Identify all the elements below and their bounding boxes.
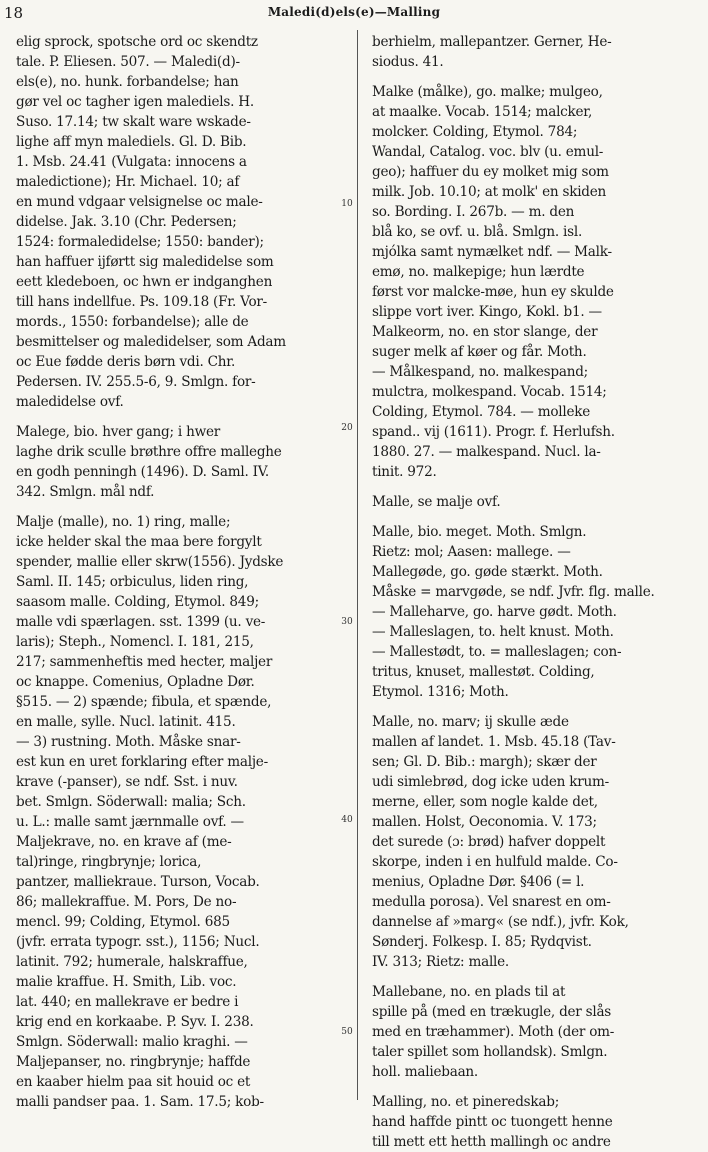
text-line: mencl. 99; Colding, Etymol. 685	[16, 914, 230, 930]
text-line: molcker. Colding, Etymol. 784;	[372, 124, 578, 140]
text-line: spender, mallie eller skrw(1556). Jydske	[16, 554, 284, 570]
column-divider	[357, 30, 358, 1100]
text-line: spille på (med en trækugle, der slås	[372, 1004, 612, 1020]
text-line: laris); Steph., Nomencl. I. 181, 215,	[16, 634, 254, 650]
text-line: en kaaber hielm paa sit houid oc et	[16, 1074, 251, 1090]
text-line: en godh penningh (1496). D. Saml. IV.	[16, 464, 269, 480]
text-line: — 3) rustning. Moth. Måske snar-	[16, 734, 241, 750]
text-line: Malje (malle), no. 1) ring, malle;	[16, 514, 231, 530]
text-line: tal)ringe, ringbrynje; lorica,	[16, 854, 202, 870]
text-line: Smlgn. Söderwall: malio kraghi. —	[16, 1034, 248, 1050]
text-line: først vor malcke-møe, hun ey skulde	[372, 284, 614, 300]
text-line: 217; sammenheftis med hecter, maljer	[16, 654, 273, 670]
text-line: Malle, bio. meget. Moth. Smlgn.	[372, 524, 587, 540]
text-line: berhielm, mallepantzer. Gerner, He-	[372, 34, 612, 50]
text-line: siodus. 41.	[372, 54, 444, 70]
text-line: malle vdi spærlagen. sst. 1399 (u. ve-	[16, 614, 266, 630]
text-line: mjólka samt nymælket ndf. — Malk-	[372, 244, 612, 260]
text-line: Malle, no. marv; ij skulle æde	[372, 714, 569, 730]
text-line: Saml. II. 145; orbiculus, liden ring,	[16, 574, 249, 590]
page-header	[0, 4, 708, 24]
text-line: menius, Opladne Dør. §406 (= l.	[372, 874, 585, 890]
text-line: IV. 313; Rietz: malle.	[372, 954, 510, 970]
text-line: krave (-panser), se ndf. Sst. i nuv.	[16, 774, 238, 790]
text-line: med en træhammer). Moth (der om-	[372, 1024, 615, 1040]
text-line: tale. P. Eliesen. 507. — Maledi(d)-	[16, 54, 240, 70]
text-line: krig end en korkaabe. P. Syv. I. 238.	[16, 1014, 254, 1030]
text-line: — Mallestødt, to. = malleslagen; con-	[372, 644, 622, 660]
text-line: (jvfr. errata typogr. sst.), 1156; Nucl.	[16, 934, 260, 950]
text-line: lat. 440; en mallekrave er bedre i	[16, 994, 239, 1010]
text-line: gør vel oc tagher igen malediels. H.	[16, 94, 254, 110]
text-line: Wandal, Catalog. voc. blv (u. emul-	[372, 144, 604, 160]
text-line: malli pandser paa. 1. Sam. 17.5; kob-	[16, 1094, 264, 1110]
text-line: so. Bording. I. 267b. — m. den	[372, 204, 575, 220]
text-line: Malkeorm, no. en stor slange, der	[372, 324, 598, 340]
text-line: Maljepanser, no. ringbrynje; haffde	[16, 1054, 251, 1070]
text-line: mords., 1550: forbandelse); alle de	[16, 314, 249, 330]
text-line: Rietz: mol; Aasen: mallege. —	[372, 544, 571, 560]
text-line: est kun en uret forklaring efter malje-	[16, 754, 268, 770]
text-line: oc Eue fødde deris børn vdi. Chr.	[16, 354, 236, 370]
text-line: elig sprock, spotsche ord oc skendtz	[16, 34, 258, 50]
text-line: suger melk af køer og får. Moth.	[372, 344, 587, 360]
text-line: at maalke. Vocab. 1514; malcker,	[372, 104, 593, 120]
text-line: Maljekrave, no. en krave af (me-	[16, 834, 232, 850]
text-line: els(e), no. hunk. forbandelse; han	[16, 74, 239, 90]
text-line: han haffuer ijførtt sig maledidelse som	[16, 254, 274, 270]
text-line: blå ko, se ovf. u. blå. Smlgn. isl.	[372, 224, 583, 240]
text-line: oc knappe. Comenius, Opladne Dør.	[16, 674, 255, 690]
line-number: 50	[341, 1027, 353, 1037]
text-line: Mallebane, no. en plads til at	[372, 984, 566, 1000]
text-line: det surede (ɔ: brød) hafver doppelt	[372, 834, 606, 850]
text-line: Malege, bio. hver gang; i hwer	[16, 424, 221, 440]
text-line: Malle, se malje ovf.	[372, 494, 501, 510]
line-number: 30	[341, 617, 353, 627]
text-line: Colding, Etymol. 784. — molleke	[372, 404, 591, 420]
text-line: — Malleharve, go. harve gødt. Moth.	[372, 604, 617, 620]
text-line: tritus, knuset, mallestøt. Colding,	[372, 664, 595, 680]
text-line: u. L.: malle samt jærnmalle ovf. —	[16, 814, 244, 830]
text-line: hand haffde pintt oc tuongett henne	[372, 1114, 613, 1130]
text-line: pantzer, malliekraue. Turson, Vocab.	[16, 874, 260, 890]
text-line: en mund vdgaar velsignelse oc male-	[16, 194, 263, 210]
text-line: bet. Smlgn. Söderwall: malia; Sch.	[16, 794, 246, 810]
text-line: Malke (målke), go. malke; mulgeo,	[372, 84, 603, 100]
text-line: Malling, no. et pineredskab;	[372, 1094, 560, 1110]
line-number: 20	[341, 423, 353, 433]
text-line: 86; mallekraffue. M. Pors, De no-	[16, 894, 237, 910]
text-line: eett kledeboen, oc hwn er indganghen	[16, 274, 273, 290]
text-line: 342. Smlgn. mål ndf.	[16, 484, 155, 500]
text-line: medulla porosa). Vel snarest en om-	[372, 894, 611, 910]
text-line: saasom malle. Colding, Etymol. 849;	[16, 594, 259, 610]
text-line: 1524: formaledidelse; 1550: bander);	[16, 234, 264, 250]
text-line: Sønderj. Folkesp. I. 85; Rydqvist.	[372, 934, 592, 950]
text-line: slippe vort iver. Kingo, Kokl. b1. —	[372, 304, 602, 320]
line-number: 40	[341, 815, 353, 825]
text-line: 1. Msb. 24.41 (Vulgata: innocens a	[16, 154, 247, 170]
text-line: dannelse af »marg« (se ndf.), jvfr. Kok,	[372, 914, 629, 930]
text-line: Måske = marvgøde, se ndf. Jvfr. flg. malle.	[372, 584, 655, 600]
text-line: till mett ett hetth mallingh oc andre	[372, 1134, 611, 1150]
text-line: skorpe, inden i en hulfuld malde. Co-	[372, 854, 618, 870]
text-line: taler spillet som hollandsk). Smlgn.	[372, 1044, 608, 1060]
text-line: malie kraffue. H. Smith, Lib. voc.	[16, 974, 237, 990]
page-number: 18	[4, 4, 24, 22]
text-line: §515. — 2) spænde; fibula, et spænde,	[16, 694, 272, 710]
text-line: emø, no. malkepige; hun lærdte	[372, 264, 585, 280]
text-line: didelse. Jak. 3.10 (Chr. Pedersen;	[16, 214, 237, 230]
text-line: — Malleslagen, to. helt knust. Moth.	[372, 624, 614, 640]
text-line: Suso. 17.14; tw skalt ware wskade-	[16, 114, 251, 130]
text-line: en malle, sylle. Nucl. latinit. 415.	[16, 714, 236, 730]
line-number: 10	[341, 199, 353, 209]
text-line: spand.. vij (1611). Progr. f. Herlufsh.	[372, 424, 615, 440]
text-line: besmittelser og maledidelser, som Adam	[16, 334, 286, 350]
left-column	[16, 32, 342, 1112]
text-line: till hans indellfue. Ps. 109.18 (Fr. Vor-	[16, 294, 268, 310]
text-line: milk. Job. 10.10; at molk' en skiden	[372, 184, 607, 200]
text-line: Mallegøde, go. gøde stærkt. Moth.	[372, 564, 603, 580]
text-line: tinit. 972.	[372, 464, 437, 480]
text-line: mulctra, molkespand. Vocab. 1514;	[372, 384, 607, 400]
text-line: mallen. Holst, Oeconomia. V. 173;	[372, 814, 597, 830]
running-head: Maledi(d)els(e)—Malling	[267, 5, 441, 19]
text-line: merne, eller, som nogle kalde det,	[372, 794, 598, 810]
text-line: holl. maliebaan.	[372, 1064, 478, 1080]
right-column	[372, 32, 698, 1152]
text-line: laghe drik sculle brøthre offre malleghe	[16, 444, 282, 460]
text-line: maledictione); Hr. Michael. 10; af	[16, 174, 240, 190]
text-line: Etymol. 1316; Moth.	[372, 684, 509, 700]
text-line: maledidelse ovf.	[16, 394, 124, 410]
text-line: geo); haffuer du ey molket mig som	[372, 164, 609, 180]
text-line: Pedersen. IV. 255.5-6, 9. Smlgn. for-	[16, 374, 256, 390]
text-line: 1880. 27. — malkespand. Nucl. la-	[372, 444, 601, 460]
text-line: udi simlebrød, dog icke uden krum-	[372, 774, 609, 790]
text-line: sen; Gl. D. Bib.: margh); skær der	[372, 754, 597, 770]
text-line: mallen af landet. 1. Msb. 45.18 (Tav-	[372, 734, 616, 750]
text-line: latinit. 792; humerale, halskraffue,	[16, 954, 248, 970]
text-line: icke helder skal the maa bere forgylt	[16, 534, 262, 550]
text-line: — Målkespand, no. malkespand;	[372, 364, 588, 380]
text-line: lighe aff myn malediels. Gl. D. Bib.	[16, 134, 247, 150]
